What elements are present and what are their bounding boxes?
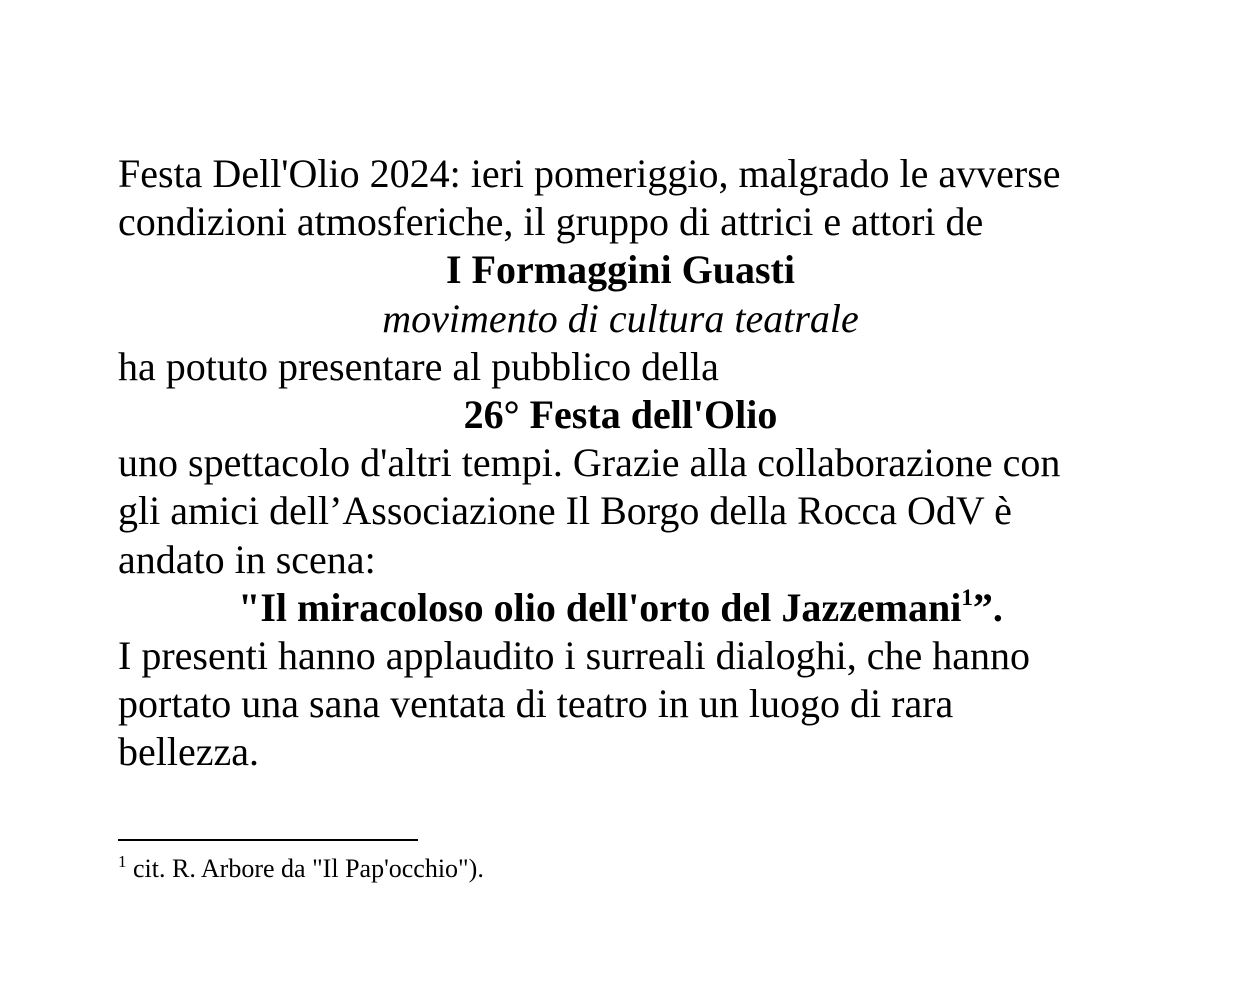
body-line-2: condizioni atmosferiche, il gruppo di attrici e attori de bbox=[118, 199, 984, 245]
footnote-reference: 1 bbox=[961, 584, 973, 610]
play-title-end: ”. bbox=[972, 584, 1003, 630]
footnote bbox=[118, 853, 484, 885]
group-name: I Formaggini Guasti bbox=[446, 247, 795, 293]
body-line-after-1: uno spettacolo d'altri tempi. Grazie alla collaborazione con bbox=[118, 440, 1061, 486]
body-line-after-2: gli amici dell’Associazione Il Borgo della Rocca OdV è bbox=[118, 488, 1012, 534]
group-tagline: movimento di cultura teatrale bbox=[382, 295, 859, 341]
footnote-text: cit. R. Arbore da "Il Pap'occhio"). bbox=[126, 854, 484, 883]
closing-line-1: I presenti hanno applaudito i surreali dialoghi, che hanno bbox=[118, 633, 1030, 679]
footnote-number: 1 bbox=[118, 852, 127, 871]
footnote-separator bbox=[118, 839, 418, 841]
closing-line-2: portato una sana ventata di teatro in un luogo di rara bbox=[118, 681, 954, 727]
body-line-presented: ha potuto presentare al pubblico della bbox=[118, 343, 719, 389]
body-line-1: Festa Dell'Olio 2024: ieri pomeriggio, malgrado le avverse bbox=[118, 151, 1061, 196]
closing-line-3: bellezza. bbox=[118, 729, 259, 775]
play-title bbox=[118, 584, 1123, 632]
body-line-after-3: andato in scena: bbox=[118, 536, 376, 582]
article-body bbox=[118, 150, 1123, 777]
festival-name: 26° Festa dell'Olio bbox=[463, 392, 778, 438]
play-title-main: "Il miracoloso olio dell'orto del Jazzemani bbox=[238, 584, 962, 630]
